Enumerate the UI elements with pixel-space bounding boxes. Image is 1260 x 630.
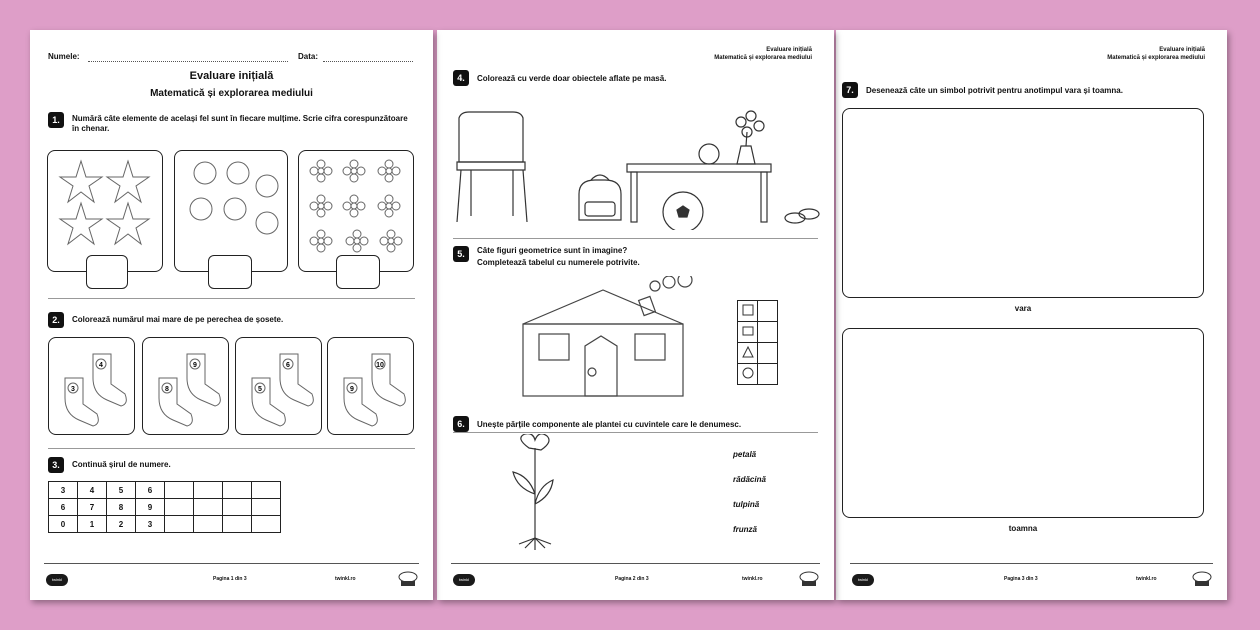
sock-number: 8 bbox=[165, 386, 169, 393]
question-3-text: Continuă șirul de numere. bbox=[72, 460, 171, 469]
footer-page-number: Pagina 3 din 3 bbox=[1004, 576, 1038, 582]
sequence-row bbox=[49, 482, 281, 499]
vase-icon bbox=[736, 111, 764, 164]
footer-divider bbox=[451, 563, 820, 564]
worksheet-page-3 bbox=[836, 30, 1227, 600]
sock-pair-1[interactable] bbox=[48, 337, 135, 435]
date-line[interactable] bbox=[323, 61, 413, 62]
set-stars bbox=[47, 150, 163, 272]
plant-word-1[interactable]: petală bbox=[733, 450, 757, 459]
sequence-cell: 5 bbox=[107, 482, 136, 499]
name-line[interactable] bbox=[88, 61, 288, 62]
header-line-1: Evaluare inițială bbox=[1159, 47, 1205, 53]
sequence-blank-cell[interactable] bbox=[252, 516, 281, 533]
sequence-cell: 9 bbox=[136, 499, 165, 516]
divider bbox=[48, 448, 415, 449]
worksheet-page-2 bbox=[437, 30, 834, 600]
sequence-cell: 6 bbox=[49, 499, 78, 516]
header-title bbox=[1107, 46, 1205, 62]
sequence-blank-cell[interactable] bbox=[194, 482, 223, 499]
apple-icon bbox=[699, 144, 719, 164]
plant-word-3[interactable]: tulpină bbox=[733, 500, 760, 509]
question-5-text-line-2: Completează tabelul cu numerele potrivite. bbox=[477, 258, 640, 267]
slippers-icon bbox=[785, 209, 819, 223]
sequence-blank-cell[interactable] bbox=[165, 499, 194, 516]
question-5-text-line-1: Câte figuri geometrice sunt în imagine? bbox=[477, 246, 628, 255]
number-sequence-table bbox=[48, 481, 281, 533]
plant-illustration bbox=[499, 434, 569, 552]
sequence-cell: 8 bbox=[107, 499, 136, 516]
drawing-area-summer[interactable] bbox=[842, 108, 1204, 298]
shapes-count-table bbox=[737, 300, 778, 385]
sequence-blank-cell[interactable] bbox=[165, 516, 194, 533]
sequence-blank-cell[interactable] bbox=[252, 499, 281, 516]
sequence-row bbox=[49, 516, 281, 533]
question-number-5: 5. bbox=[453, 246, 469, 262]
question-number-2: 2. bbox=[48, 312, 64, 328]
question-number-6: 6. bbox=[453, 416, 469, 432]
question-7-text: Desenează câte un simbol potrivit pentru anotimpul vara și toamna. bbox=[866, 86, 1123, 95]
sequence-cell: 2 bbox=[107, 516, 136, 533]
sock-number: 9 bbox=[193, 362, 197, 369]
plant-word-4[interactable]: frunză bbox=[733, 525, 757, 534]
triangle-icon bbox=[742, 346, 754, 358]
square-icon bbox=[742, 304, 754, 316]
house-illustration bbox=[517, 276, 717, 398]
header-line-2: Matematică și explorarea mediului bbox=[714, 55, 812, 61]
circle-icon bbox=[742, 367, 754, 379]
header-line-1: Evaluare inițială bbox=[766, 47, 812, 53]
socks-icon bbox=[328, 338, 415, 436]
question-2-text: Colorează numărul mai mare de pe perechea de șosete. bbox=[72, 315, 284, 324]
plant-word-2[interactable]: rădăcină bbox=[733, 475, 766, 484]
question-6-text: Unește părțile componente ale plantei cu cuvintele care le denumesc. bbox=[477, 420, 742, 429]
socks-icon bbox=[236, 338, 323, 436]
page-subtitle: Matematică și explorarea mediului bbox=[150, 88, 313, 99]
sock-number: 9 bbox=[350, 386, 354, 393]
sock-pair-3[interactable] bbox=[235, 337, 322, 435]
sequence-cell: 0 bbox=[49, 516, 78, 533]
sequence-blank-cell[interactable] bbox=[223, 482, 252, 499]
divider bbox=[453, 238, 818, 239]
sequence-blank-cell[interactable] bbox=[223, 499, 252, 516]
table-icon bbox=[627, 164, 771, 222]
sequence-blank-cell[interactable] bbox=[194, 499, 223, 516]
set-apples bbox=[174, 150, 288, 272]
socks-icon bbox=[49, 338, 136, 436]
page-title: Evaluare inițială bbox=[189, 70, 274, 82]
twinkl-logo: twinkl bbox=[46, 574, 68, 586]
sequence-blank-cell[interactable] bbox=[223, 516, 252, 533]
sequence-cell: 3 bbox=[49, 482, 78, 499]
count-cell-rectangle[interactable] bbox=[758, 322, 778, 343]
sequence-blank-cell[interactable] bbox=[194, 516, 223, 533]
footer-site: twinkl.ro bbox=[335, 576, 356, 582]
count-cell-circle[interactable] bbox=[758, 364, 778, 385]
footer-page-number: Pagina 2 din 3 bbox=[615, 576, 649, 582]
header-line-2: Matematică și explorarea mediului bbox=[1107, 55, 1205, 61]
sock-pair-4[interactable] bbox=[327, 337, 414, 435]
twinkl-logo: twinkl bbox=[453, 574, 475, 586]
stamp-icon bbox=[1191, 570, 1213, 588]
summer-label: vara bbox=[1014, 304, 1032, 313]
question-number-7: 7. bbox=[842, 82, 858, 98]
stamp-icon bbox=[397, 570, 419, 588]
set-flowers bbox=[298, 150, 414, 272]
sock-number: 4 bbox=[99, 362, 103, 369]
answer-box-flowers[interactable] bbox=[336, 255, 380, 289]
question-number-4: 4. bbox=[453, 70, 469, 86]
footer-divider bbox=[44, 563, 419, 564]
footer-site: twinkl.ro bbox=[742, 576, 763, 582]
socks-icon bbox=[143, 338, 230, 436]
sock-pair-2[interactable] bbox=[142, 337, 229, 435]
footer-divider bbox=[850, 563, 1213, 564]
sock-number: 3 bbox=[71, 386, 75, 393]
twinkl-logo: twinkl bbox=[852, 574, 874, 586]
drawing-area-autumn[interactable] bbox=[842, 328, 1204, 518]
sequence-cell: 7 bbox=[78, 499, 107, 516]
question-1-text: Numără câte elemente de același fel sunt în fiecare mulțime. Scrie cifra corespunzătoare în chenar. bbox=[72, 114, 408, 133]
count-cell-square[interactable] bbox=[758, 301, 778, 322]
name-label: Numele: bbox=[48, 52, 80, 61]
sock-number: 6 bbox=[286, 362, 290, 369]
sock-number: 10 bbox=[376, 362, 384, 369]
worksheet-page-1 bbox=[30, 30, 433, 600]
autumn-label: toamna bbox=[1008, 524, 1038, 533]
header-title bbox=[714, 46, 812, 62]
question-number-3: 3. bbox=[48, 457, 64, 473]
answer-box-apples[interactable] bbox=[208, 255, 252, 289]
footer-site: twinkl.ro bbox=[1136, 576, 1157, 582]
backpack-icon bbox=[579, 175, 621, 220]
date-label: Data: bbox=[298, 52, 319, 61]
footer-page-number: Pagina 1 din 3 bbox=[213, 576, 247, 582]
sequence-cell: 3 bbox=[136, 516, 165, 533]
rectangle-icon bbox=[742, 325, 754, 337]
sequence-blank-cell[interactable] bbox=[252, 482, 281, 499]
sequence-blank-cell[interactable] bbox=[165, 482, 194, 499]
question-number-1: 1. bbox=[48, 112, 64, 128]
sequence-row bbox=[49, 499, 281, 516]
ball-icon bbox=[663, 192, 703, 230]
answer-box-stars[interactable] bbox=[86, 255, 128, 289]
sock-number: 5 bbox=[258, 386, 262, 393]
chair-icon bbox=[457, 112, 527, 222]
sequence-cell: 4 bbox=[78, 482, 107, 499]
count-cell-triangle[interactable] bbox=[758, 343, 778, 364]
question-4-text: Colorează cu verde doar obiectele aflate pe masă. bbox=[477, 74, 667, 83]
divider bbox=[48, 298, 415, 299]
stamp-icon bbox=[798, 570, 820, 588]
classroom-objects-illustration bbox=[451, 82, 821, 230]
divider bbox=[453, 432, 818, 433]
sequence-cell: 1 bbox=[78, 516, 107, 533]
sequence-cell: 6 bbox=[136, 482, 165, 499]
